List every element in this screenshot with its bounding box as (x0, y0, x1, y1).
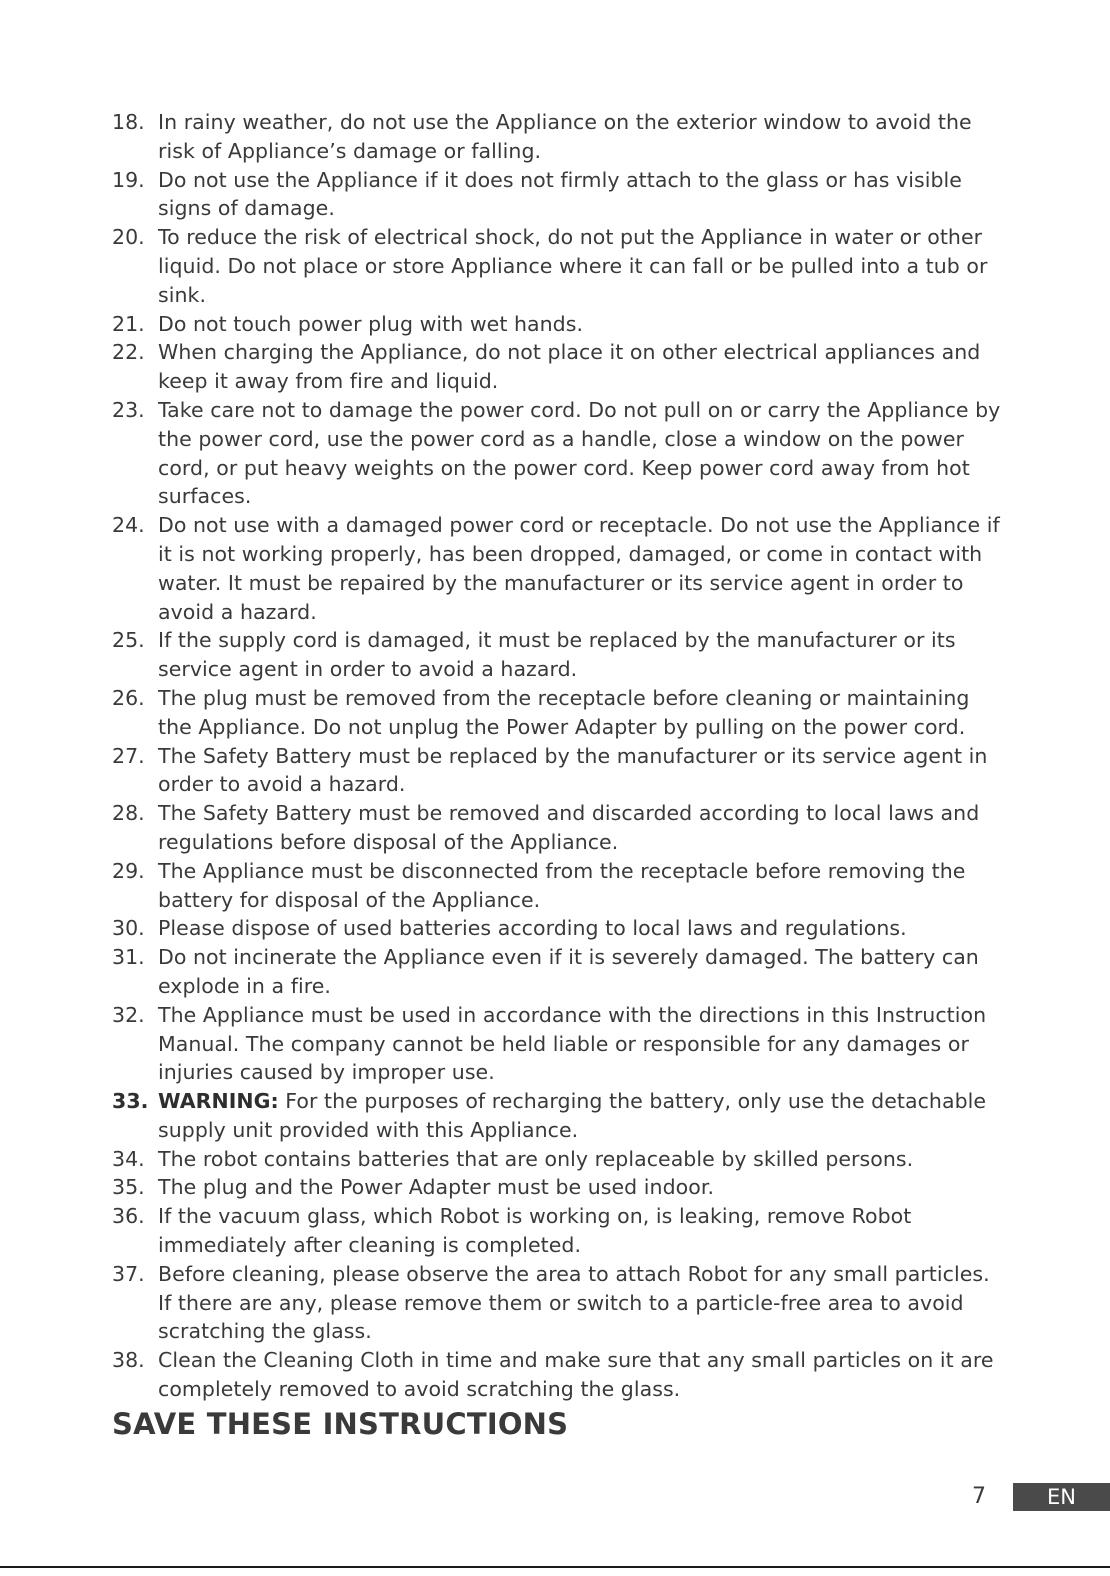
warning-label: WARNING: (158, 1089, 279, 1114)
bottom-border-line (0, 1566, 1110, 1568)
item-text: Do not incinerate the Appliance even if it is severely damaged. The battery can explode in a fire. (158, 945, 979, 998)
list-item (112, 684, 1007, 742)
list-item (112, 799, 1007, 857)
list-item (112, 857, 1007, 915)
safety-instructions-list (112, 108, 1007, 1404)
item-number: 20. (112, 225, 145, 250)
item-number: 25. (112, 628, 145, 653)
item-text: Do not use the Appliance if it does not firmly attach to the glass or has visible signs of damage. (158, 167, 962, 221)
list-item (112, 223, 1007, 309)
item-text: To reduce the risk of electrical shock, do not put the Appliance in water or other liquid. Do not place or store Appliance where it can fall or be pulled into a tub or sink. (158, 225, 988, 307)
item-text: In rainy weather, do not use the Appliance on the exterior window to avoid the risk of Appliance’s damage or falling. (158, 110, 972, 163)
list-item-warning (112, 1087, 1007, 1145)
item-text: The robot contains batteries that are only replaceable by skilled persons. (158, 1146, 914, 1171)
list-item (112, 1145, 1007, 1174)
list-item (112, 1346, 1007, 1404)
list-item (112, 1001, 1007, 1087)
list-item (112, 626, 1007, 684)
item-text: The Appliance must be used in accordance with the directions in this Instruction Manual. The company cannot be held liable or responsible for any damages or injuries caused by improper use. (158, 1002, 987, 1085)
item-number: 38. (112, 1348, 145, 1373)
list-item (112, 943, 1007, 1001)
item-number: 31. (112, 945, 145, 970)
item-number: 33. (112, 1089, 149, 1114)
item-number: 37. (112, 1261, 145, 1286)
page-number: 7 (972, 1484, 986, 1509)
list-item (112, 108, 1007, 166)
item-text: If the vacuum glass, which Robot is working on, is leaking, remove Robot immediately after cleaning is completed. (158, 1204, 912, 1258)
item-text: Please dispose of used batteries according to local laws and regulations. (158, 916, 907, 941)
item-number: 27. (112, 743, 145, 768)
item-number: 30. (112, 916, 145, 941)
list-item (112, 1260, 1007, 1346)
item-number: 22. (112, 340, 145, 365)
list-item (112, 742, 1007, 800)
item-text: Take care not to damage the power cord. Do not pull on or carry the Appliance by the power cord, use the power cord as a handle, close a window on the power cord, or put heavy weights on the power cord. Keep power cord away from hot surfaces. (158, 397, 1001, 509)
list-item (112, 396, 1007, 511)
item-number: 36. (112, 1204, 145, 1229)
item-text: Clean the Cleaning Cloth in time and make sure that any small particles on it are completely removed to avoid scratching the glass. (158, 1348, 994, 1402)
item-text: Before cleaning, please observe the area to attach Robot for any small particles. If there are any, please remove them or switch to a particle-free area to avoid scratching the glass. (158, 1261, 990, 1344)
item-text: The Safety Battery must be removed and discarded according to local laws and regulations before disposal of the Appliance. (158, 801, 980, 854)
item-number: 24. (112, 513, 145, 538)
item-text: The Safety Battery must be replaced by the manufacturer or its service agent in order to avoid a hazard. (158, 743, 988, 797)
item-number: 34. (112, 1146, 145, 1171)
item-text: The plug and the Power Adapter must be used indoor. (158, 1175, 715, 1200)
item-number: 32. (112, 1002, 145, 1027)
list-item (112, 1173, 1007, 1202)
item-text: The plug must be removed from the receptacle before cleaning or maintaining the Appliance. Do not unplug the Power Adapter by pulling on the power cord. (158, 685, 970, 739)
item-number: 23. (112, 397, 145, 422)
item-text: When charging the Appliance, do not place it on other electrical appliances and keep it away from fire and liquid. (158, 340, 981, 394)
item-number: 18. (112, 110, 145, 134)
list-item (112, 511, 1007, 626)
item-text: For the purposes of recharging the battery, only use the detachable supply unit provided with this Appliance. (158, 1089, 987, 1142)
list-item (112, 338, 1007, 396)
item-text: Do not touch power plug with wet hands. (158, 311, 584, 336)
save-instructions-heading: SAVE THESE INSTRUCTIONS (112, 1407, 569, 1441)
item-number: 21. (112, 311, 145, 336)
list-item (112, 310, 1007, 339)
item-text: The Appliance must be disconnected from the receptacle before removing the battery for disposal of the Appliance. (158, 858, 966, 912)
item-number: 19. (112, 167, 145, 192)
list-item (112, 1202, 1007, 1260)
item-text: If the supply cord is damaged, it must be replaced by the manufacturer or its service agent in order to avoid a hazard. (158, 628, 956, 682)
item-number: 28. (112, 801, 145, 826)
item-text-container (158, 1087, 1007, 1145)
item-number: 26. (112, 685, 145, 710)
item-number: 29. (112, 858, 145, 883)
list-item (112, 166, 1007, 224)
language-badge: EN (1013, 1483, 1110, 1511)
item-number: 35. (112, 1175, 145, 1200)
list-item (112, 914, 1007, 943)
item-text: Do not use with a damaged power cord or receptacle. Do not use the Appliance if it is not working properly, has been dropped, damaged, or come in contact with water. It must be repaired by the manufacturer or its service agent in order to avoid a hazard. (158, 513, 1000, 624)
